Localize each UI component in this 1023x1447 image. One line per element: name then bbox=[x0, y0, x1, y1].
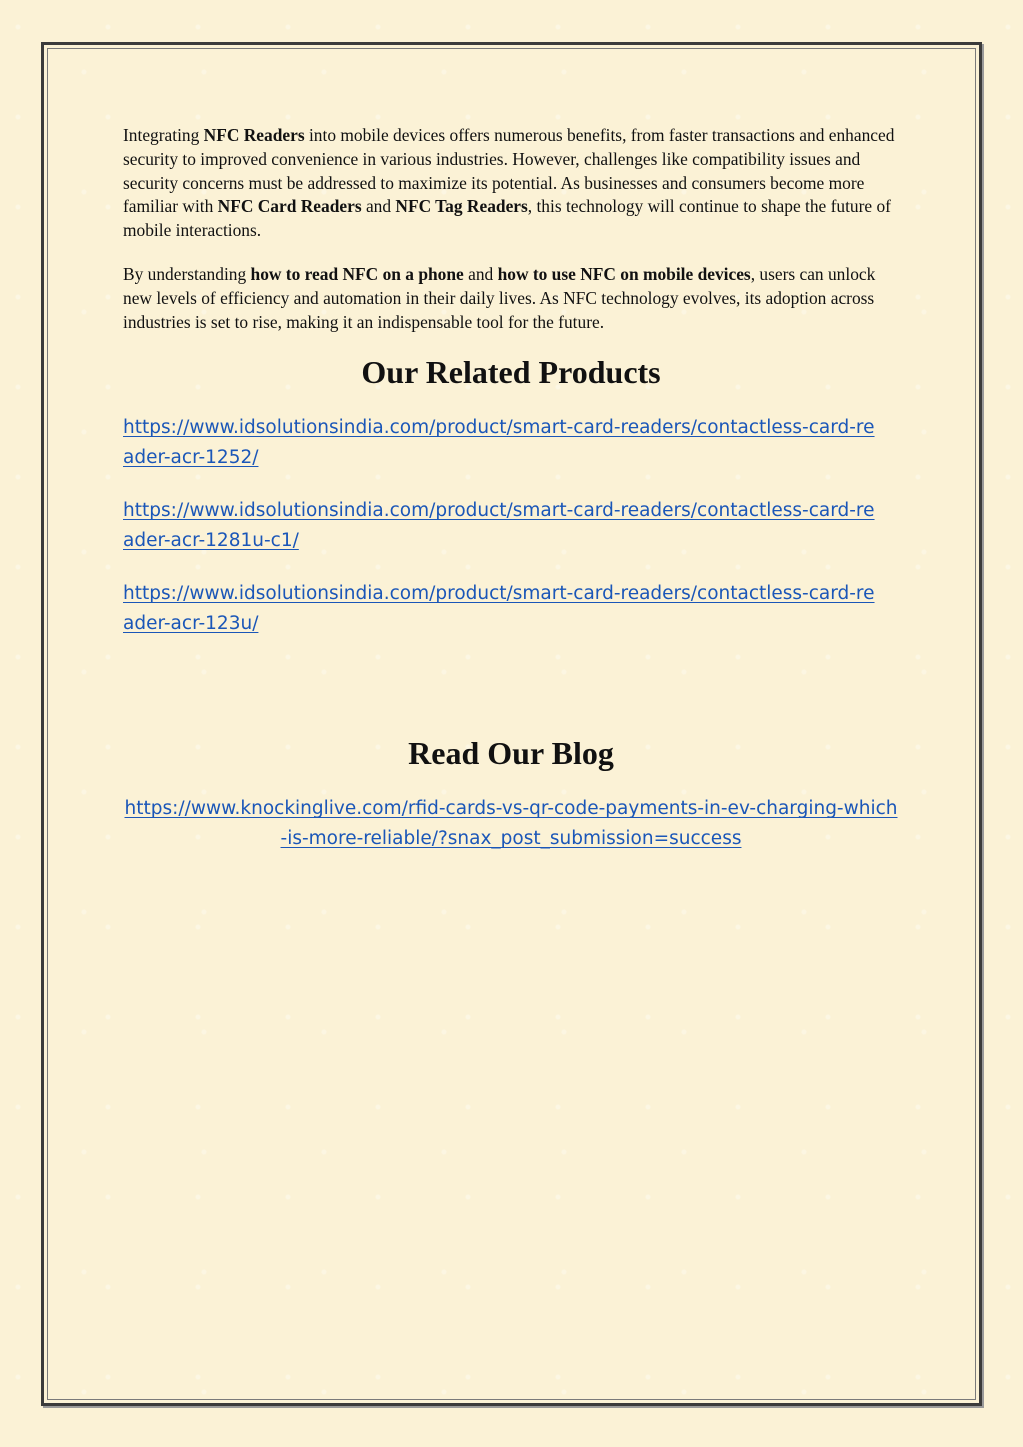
second-bold-use-nfc: how to use NFC on mobile devices bbox=[497, 263, 751, 284]
intro-bold-nfc-readers: NFC Readers bbox=[203, 125, 305, 145]
blog-link[interactable]: https://www.knockinglive.com/rfid-cards-vs-qr-code-payments-in-ev-charging-which-is-more-reliable/?snax_post_submission=success bbox=[124, 798, 898, 850]
second-text-1: By understanding bbox=[123, 263, 251, 284]
intro-bold-nfc-tag-readers: NFC Tag Readers bbox=[395, 196, 528, 217]
product-link-acr-1281u-c1[interactable]: https://www.idsolutionsindia.com/product/smart-card-readers/contactless-card-reader-acr-1281u-c1/ bbox=[123, 500, 875, 552]
second-text-2: and bbox=[463, 263, 498, 284]
intro-text-2: into mobile devices offers numerous benefits, from faster transactions and enhanced security to improved convenience in various industries. However, challenges like compatibility issues and security concerns must be addressed to maximize its potential. As businesses and consumers become more familiar with bbox=[123, 125, 895, 217]
second-bold-read-nfc: how to read NFC on a phone bbox=[250, 263, 464, 284]
blog-heading: Read Our Blog bbox=[408, 735, 614, 772]
related-products-heading: Our Related Products bbox=[361, 354, 661, 391]
product-link-acr-123u[interactable]: https://www.idsolutionsindia.com/product/smart-card-readers/contactless-card-reader-acr-123u/ bbox=[123, 583, 875, 635]
product-link-acr-1252[interactable]: https://www.idsolutionsindia.com/product/smart-card-readers/contactless-card-reader-acr-1252/ bbox=[123, 417, 875, 469]
intro-text-1: Integrating bbox=[123, 125, 204, 145]
second-text-3: , users can unlock new levels of efficiency and automation in their daily lives. As NFC technology evolves, its adoption across industries is set to rise, making it an indispensable tool for the future. bbox=[123, 263, 876, 332]
second-paragraph bbox=[123, 263, 899, 334]
intro-text-3: and bbox=[361, 196, 396, 217]
intro-bold-nfc-card-readers: NFC Card Readers bbox=[217, 196, 362, 217]
intro-paragraph bbox=[123, 124, 899, 243]
intro-text-4: , this technology will continue to shape the future of mobile interactions. bbox=[123, 196, 891, 241]
document-content bbox=[123, 124, 899, 877]
